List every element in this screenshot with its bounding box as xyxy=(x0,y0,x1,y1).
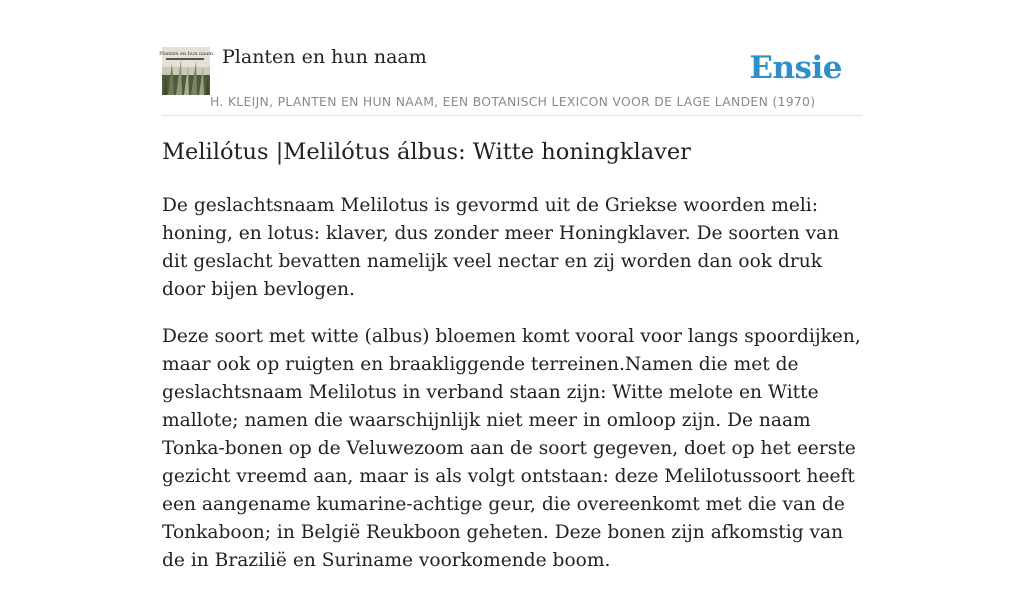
entry-title: Melilótus |Melilótus álbus: Witte honingklaver xyxy=(162,139,691,165)
book-title[interactable]: Planten en hun naam xyxy=(222,46,427,68)
book-cover-image xyxy=(159,47,213,95)
source-citation: H. KLEIJN, PLANTEN EN HUN NAAM, EEN BOTANISCH LEXICON VOOR DE LAGE LANDEN (1970) xyxy=(210,94,816,109)
book-header xyxy=(159,44,862,116)
entry-paragraph: De geslachtsnaam Melilotus is gevormd uit de Griekse woorden meli: honing, en lotus: klaver, dus zonder meer Honingklaver. De soorten van dit geslacht bevatten namelijk veel nectar en zij worden dan ook druk door bijen bevlogen. xyxy=(162,195,840,300)
book-cover-text: Planten en hun naam xyxy=(159,51,213,57)
entry-paragraph: Deze soort met witte (albus) bloemen komt vooral voor langs spoordijken, maar ook op ruigten en braakliggende terreinen.Namen die met de geslachtsnaam Melilotus in verband staan zijn: Witte melote en Witte mallote; namen die waarschijnlijk niet meer in omloop zijn. De naam Tonka-bonen op de Veluwezoom aan de soort gegeven, doet op het eerste gezicht vreemd aan, maar is als volgt ontstaan: deze Melilotussoort heeft een aangename kumarine-achtige geur, die overeenkomt met die van de Tonkaboon; in België Reukboon geheten. Deze bonen zijn afkomstig van de in Brazilië en Suriname voorkomende boom. xyxy=(162,326,861,571)
ensie-logo-link[interactable]: Ensie xyxy=(749,50,842,86)
book-cover-avatar[interactable] xyxy=(159,47,213,95)
entry-content xyxy=(162,192,870,594)
